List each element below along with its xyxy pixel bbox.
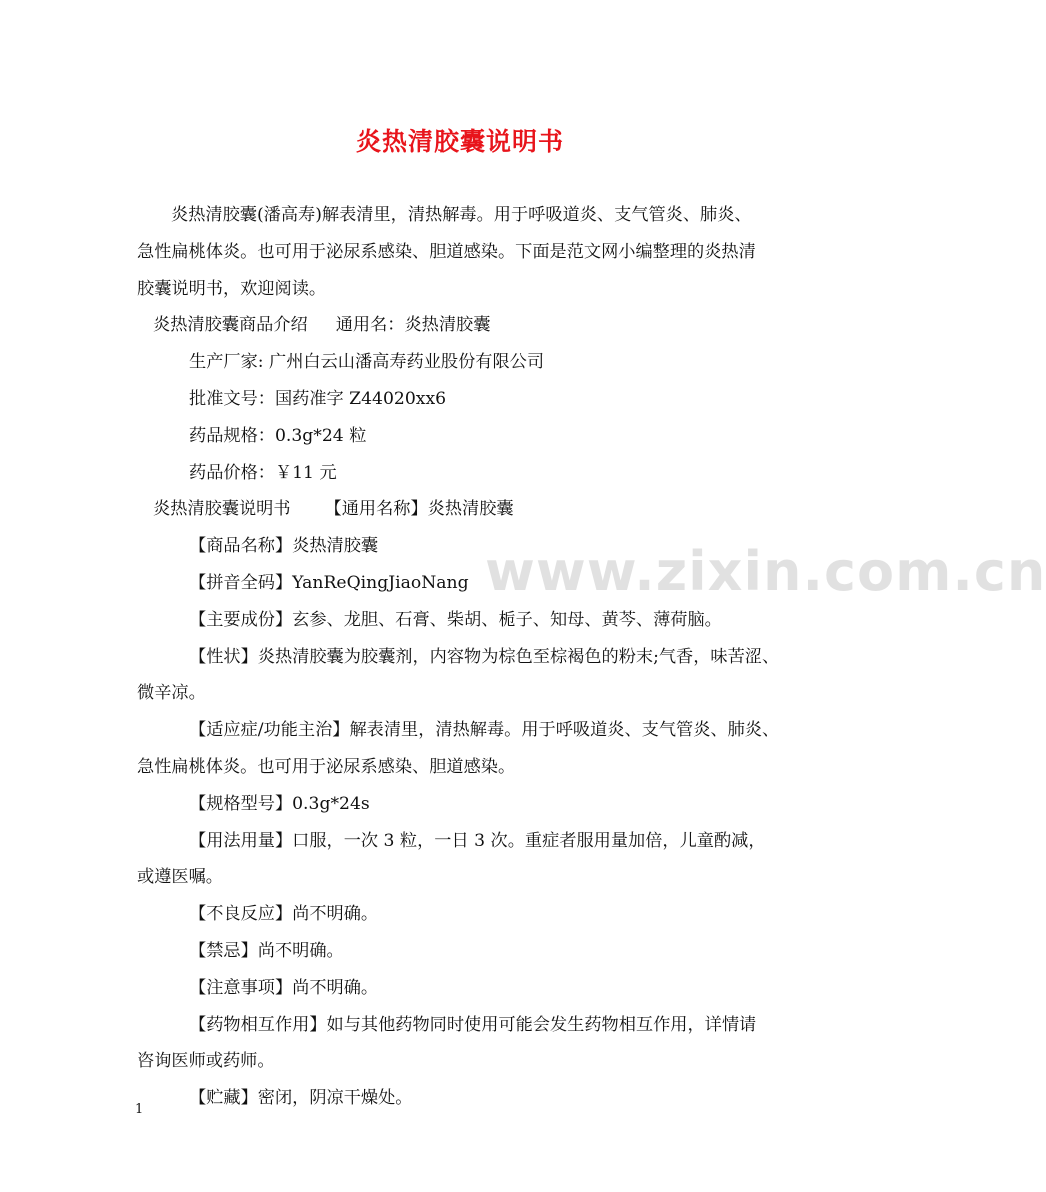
page-number: 1 [135,1102,144,1117]
leaflet-model: 【规格型号】0.3g*24s [189,793,370,814]
document-body [137,197,787,1117]
leaflet-ingredients: 【主要成份】玄参、龙胆、石膏、柴胡、栀子、知母、黄芩、薄荷脑。 [189,609,722,630]
product-heading-row [137,307,787,344]
intro-line-2: 急性扁桃体炎。也可用于泌尿系感染、胆道感染。下面是范文网小编整理的炎热清 [137,241,756,262]
leaflet-adverse: 【不良反应】尚不明确。 [189,904,379,925]
leaflet-contraindications: 【禁忌】尚不明确。 [189,940,344,961]
product-heading: 炎热清胶囊商品介绍 [153,315,308,336]
leaflet-trade-name: 【商品名称】炎热清胶囊 [189,536,379,557]
leaflet-pinyin: 【拼音全码】YanReQingJiaoNang [189,572,469,593]
watermark: www.zixin.com.cn [485,540,1046,603]
leaflet-character-1: 【性状】炎热清胶囊为胶囊剂，内容物为棕色至棕褐色的粉末;气香，味苦涩、 [189,646,780,667]
document-title: 炎热清胶囊说明书 [355,127,564,156]
leaflet-interactions-2: 咨询医师或药师。 [137,1051,275,1072]
leaflet-interactions-1: 【药物相互作用】如与其他药物同时使用可能会发生药物相互作用，详情请 [189,1014,757,1035]
leaflet-heading-row [137,491,787,528]
leaflet-storage: 【贮藏】密闭，阴凉干燥处。 [189,1088,413,1109]
leaflet-heading: 炎热清胶囊说明书 [153,499,291,520]
leaflet-indications-1: 【适应症/功能主治】解表清里，清热解毒。用于呼吸道炎、支气管炎、肺炎、 [189,720,780,741]
leaflet-character-2: 微辛凉。 [137,683,206,704]
leaflet-indications-2: 急性扁桃体炎。也可用于泌尿系感染、胆道感染。 [137,756,516,777]
product-generic-name: 通用名：炎热清胶囊 [335,315,491,336]
intro-line-1: 炎热清胶囊(潘高寿)解表清里，清热解毒。用于呼吸道炎、支气管炎、肺炎、 [171,205,752,225]
product-approval: 批准文号：国药准字 Z44020xx6 [189,388,447,409]
product-manufacturer: 生产厂家: 广州白云山潘高寿药业股份有限公司 [189,352,545,373]
leaflet-precautions: 【注意事项】尚不明确。 [189,977,379,998]
product-spec: 药品规格：0.3g*24 粒 [189,425,367,446]
product-price: 药品价格：￥11 元 [189,462,337,483]
leaflet-dosage-2: 或遵医嘱。 [137,867,223,888]
intro-line-3: 胶囊说明书，欢迎阅读。 [137,278,327,299]
leaflet-dosage-1: 【用法用量】口服，一次 3 粒，一日 3 次。重症者服用量加倍，儿童酌减， [189,830,766,851]
leaflet-generic-name: 【通用名称】炎热清胶囊 [324,499,514,520]
